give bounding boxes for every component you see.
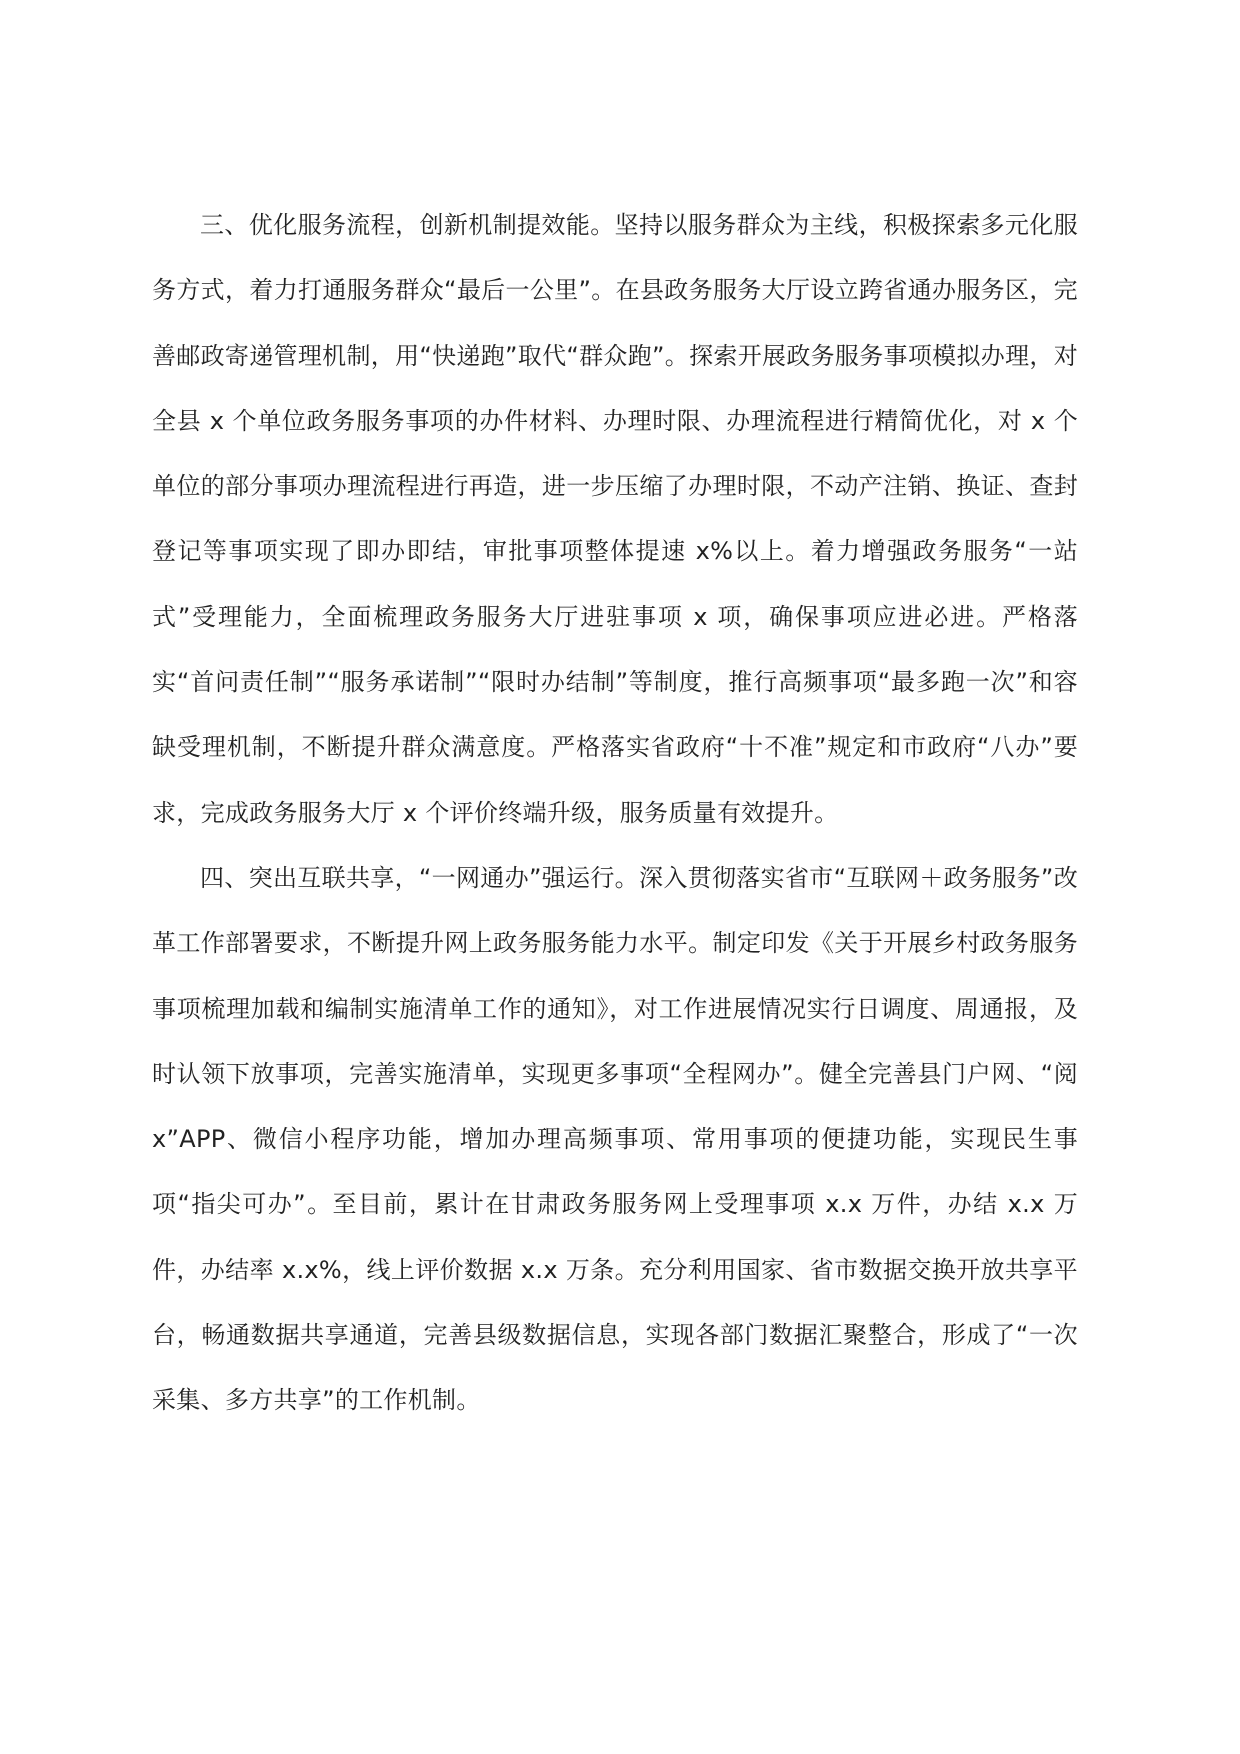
paragraph-section-four: 四、突出互联共享，“一网通办”强运行。深入贯彻落实省市“互联网＋政务服务”改革工作部署要求，不断提升网上政务服务能力水平。制定印发《关于开展乡村政务服务事项梳理加载和编制实施清单工作的通知》，对工作进展情况实行日调度、周通报，及时认领下放事项，完善实施清单，实现更多事项“全程网办”。健全完善县门户网、“阅 x”APP、微信小程序功能，增加办理高频事项、常用事项的便捷功能，实现民生事项“指尖可办”。至目前，累计在甘肃政务服务网上受理事项 x.x 万件，办结 x.x 万件，办结率 x.x%，线上评价数据 x.x 万条。充分利用国家、省市数据交换开放共享平台，畅通数据共享通道，完善县级数据信息，实现各部门数据汇聚整合，形成了“一次采集、多方共享”的工作机制。 xyxy=(152,863,1078,1415)
document-body xyxy=(152,193,1078,1434)
paragraph-section-three: 三、优化服务流程，创新机制提效能。坚持以服务群众为主线，积极探索多元化服务方式，着力打通服务群众“最后一公里”。在县政务服务大厅设立跨省通办服务区，完善邮政寄递管理机制，用“快递跑”取代“群众跑”。探索开展政务服务事项模拟办理，对全县 x 个单位政务服务事项的办件材料、办理时限、办理流程进行精简优化，对 x 个单位的部分事项办理流程进行再造，进一步压缩了办理时限，不动产注销、换证、查封登记等事项实现了即办即结，审批事项整体提速 x%以上。着力增强政务服务“一站式”受理能力，全面梳理政务服务大厅进驻事项 x 项，确保事项应进必进。严格落实“首问责任制”“服务承诺制”“限时办结制”等制度，推行高频事项“最多跑一次”和容缺受理机制，不断提升群众满意度。严格落实省政府“十不准”规定和市政府“八办”要求，完成政务服务大厅 x 个评价终端升级，服务质量有效提升。 xyxy=(152,211,1078,827)
